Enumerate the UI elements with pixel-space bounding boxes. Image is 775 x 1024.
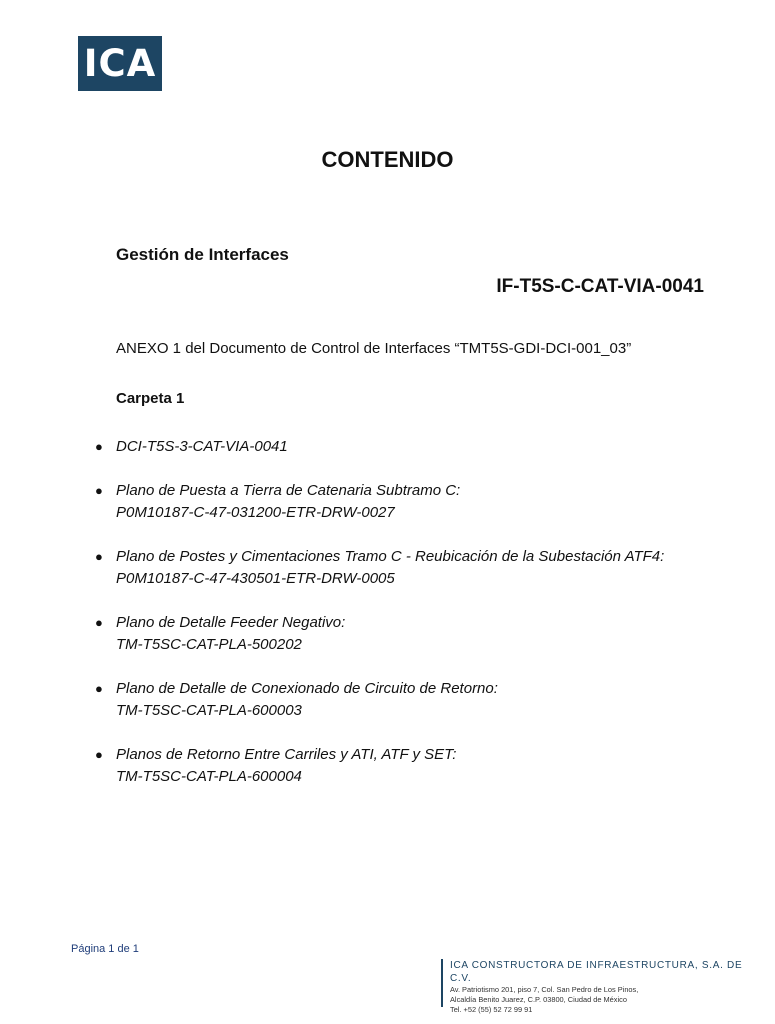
list-item-code: P0M10187-C-47-031200-ETR-DRW-0027 <box>116 504 395 521</box>
list-item-title: Plano de Detalle de Conexionado de Circuito de Retorno: <box>116 680 498 697</box>
document-title: CONTENIDO <box>321 147 454 172</box>
ica-logo <box>78 36 162 91</box>
list-item-title: Planos de Retorno Entre Carriles y ATI, ATF y SET: <box>116 746 457 763</box>
company-footer <box>441 959 756 1014</box>
list-item <box>95 436 736 458</box>
list-item <box>95 480 736 524</box>
bullet-icon: ● <box>95 439 103 454</box>
section-title: Gestión de Interfaces <box>116 245 289 264</box>
list-item-code: P0M10187-C-47-430501-ETR-DRW-0005 <box>116 570 395 587</box>
bullet-icon: ● <box>95 615 103 630</box>
list-item-title: Plano de Detalle Feeder Negativo: <box>116 614 346 631</box>
company-phone: Tel. +52 (55) 52 72 99 91 <box>450 1005 533 1014</box>
bullet-icon: ● <box>95 681 103 696</box>
company-address-line: Av. Patriotismo 201, piso 7, Col. San Pedro de Los Pinos, <box>450 985 639 994</box>
bullet-icon: ● <box>95 483 103 498</box>
bullet-icon: ● <box>95 549 103 564</box>
document-code: IF-T5S-C-CAT-VIA-0041 <box>496 276 704 297</box>
company-name: ICA CONSTRUCTORA DE INFRAESTRUCTURA, S.A. DE C.V. <box>450 960 743 984</box>
list-item-code: TM-T5SC-CAT-PLA-500202 <box>116 636 302 653</box>
list-item <box>95 744 736 788</box>
list-item-title: DCI-T5S-3-CAT-VIA-0041 <box>116 438 288 455</box>
document-list <box>95 436 736 810</box>
logo-text: ICA <box>83 42 157 85</box>
list-item-code: TM-T5SC-CAT-PLA-600004 <box>116 768 302 785</box>
list-item <box>95 612 736 656</box>
list-item-title: Plano de Postes y Cimentaciones Tramo C - Reubicación de la Subestación ATF4: <box>116 548 665 565</box>
company-address-line: Alcaldía Benito Juarez, C.P. 03800, Ciudad de México <box>450 995 627 1004</box>
list-item <box>95 678 736 722</box>
page-number: Página 1 de 1 <box>71 943 139 955</box>
annex-description: ANEXO 1 del Documento de Control de Interfaces “TMT5S-GDI-DCI-001_03” <box>116 340 632 357</box>
folder-label: Carpeta 1 <box>116 390 185 407</box>
list-item-code: TM-T5SC-CAT-PLA-600003 <box>116 702 302 719</box>
list-item-title: Plano de Puesta a Tierra de Catenaria Subtramo C: <box>116 482 461 499</box>
bullet-icon: ● <box>95 747 103 762</box>
list-item <box>95 546 736 590</box>
